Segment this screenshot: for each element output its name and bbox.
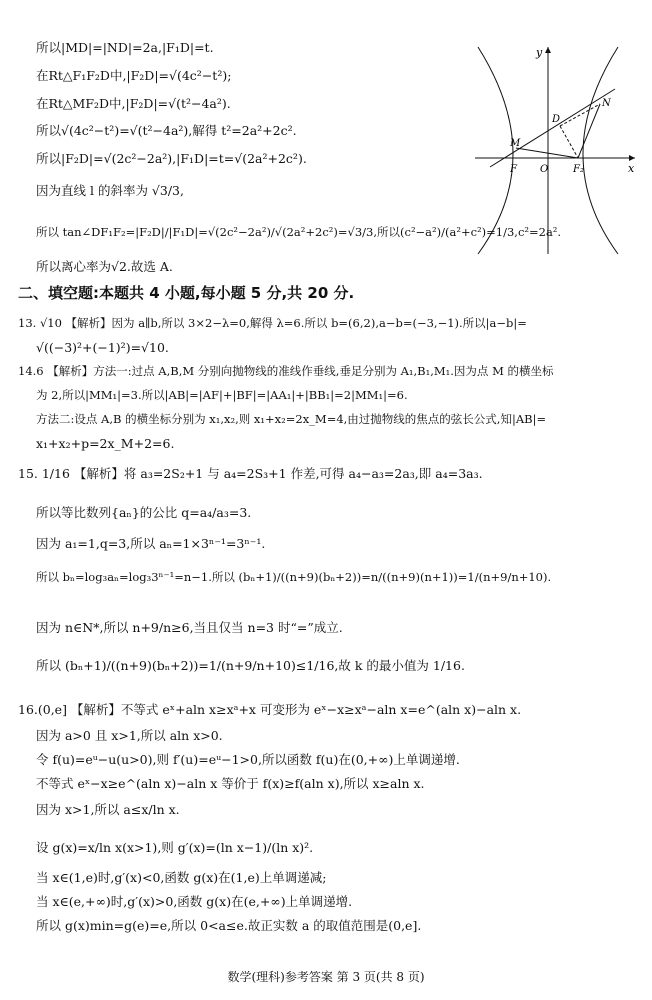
x-axis-arrow <box>629 155 635 161</box>
q15-line: 所以 bₙ=log₃aₙ=log₃3ⁿ⁻¹=n−1.所以 (bₙ+1)/((n+9)(bₙ+2))=n/((n+9)(n+1))=1/(n+9/n+10). <box>36 570 552 584</box>
top-line: 所以|F₂D|=√(2c²−2a²),|F₁D|=t=√(2a²+2c²). <box>36 151 307 166</box>
q13-line: 13. √10 【解析】因为 a∥b,所以 3×2−λ=0,解得 λ=6.所以 b=(6,2),a−b=(−3,−1).所以|a−b|= <box>18 316 527 330</box>
hyperbola-left-branch <box>478 47 513 254</box>
segment-d-n-dashed <box>560 104 600 126</box>
q16-line: 因为 x>1,所以 a≤x/ln x. <box>36 802 180 817</box>
q16-line: 因为 a>0 且 x>1,所以 aln x>0. <box>36 728 223 743</box>
segment-f2-m <box>516 148 578 158</box>
label-M: M <box>510 138 521 149</box>
segment-d-f2 <box>560 126 578 158</box>
q14-line: x₁+x₂+p=2x_M+2=6. <box>36 436 175 451</box>
q16-line: 16.(0,e] 【解析】不等式 eˣ+aln x≥xᵃ+x 可变形为 eˣ−x≥xᵃ−aln x=e^(aln x)−aln x. <box>18 702 522 717</box>
label-F1: F <box>510 164 517 175</box>
label-O: O <box>540 164 549 175</box>
q15-line: 因为 a₁=1,q=3,所以 aₙ=1×3ⁿ⁻¹=3ⁿ⁻¹. <box>36 536 266 551</box>
top-line: 在Rt△F₁F₂D中,|F₂D|=√(4c²−t²); <box>36 68 232 83</box>
x-axis-label: x <box>628 162 635 175</box>
line-l <box>490 89 615 167</box>
q16-line: 设 g(x)=x/ln x(x>1),则 g′(x)=(ln x−1)/(ln x)². <box>36 840 314 855</box>
top-line: 因为直线 l 的斜率为 √3/3, <box>36 183 184 198</box>
q13-line: √((−3)²+(−1)²)=√10. <box>36 340 169 355</box>
q16-line: 当 x∈(1,e)时,g′(x)<0,函数 g(x)在(1,e)上单调递减; <box>36 870 327 885</box>
q16-line: 令 f(u)=eᵘ−u(u>0),则 f′(u)=eᵘ−1>0,所以函数 f(u)在(0,+∞)上单调递增. <box>36 752 460 767</box>
y-axis-label: y <box>536 46 543 59</box>
y-axis-arrow <box>545 47 551 53</box>
q16-line: 当 x∈(e,+∞)时,g′(x)>0,函数 g(x)在(e,+∞)上单调递增. <box>36 894 353 909</box>
top-line: 在Rt△MF₂D中,|F₂D|=√(t²−4a²). <box>36 96 231 111</box>
label-D: D <box>552 114 561 125</box>
q15-line: 所以 (bₙ+1)/((n+9)(bₙ+2))=1/(n+9/n+10)≤1/16,故 k 的最小值为 1/16. <box>36 658 465 673</box>
top-line: 所以离心率为√2.故选 A. <box>36 259 173 274</box>
label-F2: F₂ <box>573 164 584 175</box>
page-footer: 数学(理科)参考答案 第 3 页(共 8 页) <box>227 970 425 984</box>
q15-line: 因为 n∈N*,所以 n+9/n≥6,当且仅当 n=3 时“=”成立. <box>36 620 343 635</box>
top-line: 所以 tan∠DF₁F₂=|F₂D|/|F₁D|=√(2c²−2a²)/√(2a²+2c²)=√3/3,所以(c²−a²)/(a²+c²)=1/3,c²=2a². <box>36 225 562 239</box>
top-line: 所以|MD|=|ND|=2a,|F₁D|=t. <box>36 40 214 55</box>
q14-line: 14.6 【解析】方法一:过点 A,B,M 分别向抛物线的准线作垂线,垂足分别为 A₁,B₁,M₁.因为点 M 的横坐标 <box>18 364 554 378</box>
q15-line: 15. 1/16 【解析】将 a₃=2S₂+1 与 a₄=2S₃+1 作差,可得 a₄−a₃=2a₃,即 a₄=3a₃. <box>18 466 483 481</box>
q15-line: 所以等比数列{aₙ}的公比 q=a₄/a₃=3. <box>36 505 252 520</box>
section-title: 二、填空题:本题共 4 小题,每小题 5 分,共 20 分. <box>18 284 355 302</box>
q14-line: 方法二:设点 A,B 的横坐标分别为 x₁,x₂,则 x₁+x₂=2x_M=4,由过抛物线的焦点的弦长公式,知|AB|= <box>36 412 547 426</box>
q16-line: 不等式 eˣ−x≥e^(aln x)−aln x 等价于 f(x)≥f(aln x),所以 x≥aln x. <box>36 776 425 791</box>
label-N: N <box>602 98 611 109</box>
top-line: 所以√(4c²−t²)=√(t²−4a²),解得 t²=2a²+2c². <box>36 123 297 138</box>
q16-line: 所以 g(x)min=g(e)=e,所以 0<a≤e.故正实数 a 的取值范围是(0,e]. <box>36 918 422 933</box>
q14-line: 为 2,所以|MM₁|=3.所以|AB|=|AF|+|BF|=|AA₁|+|BB₁|=2|MM₁|=6. <box>36 388 408 402</box>
hyperbola-right-branch <box>583 47 618 254</box>
